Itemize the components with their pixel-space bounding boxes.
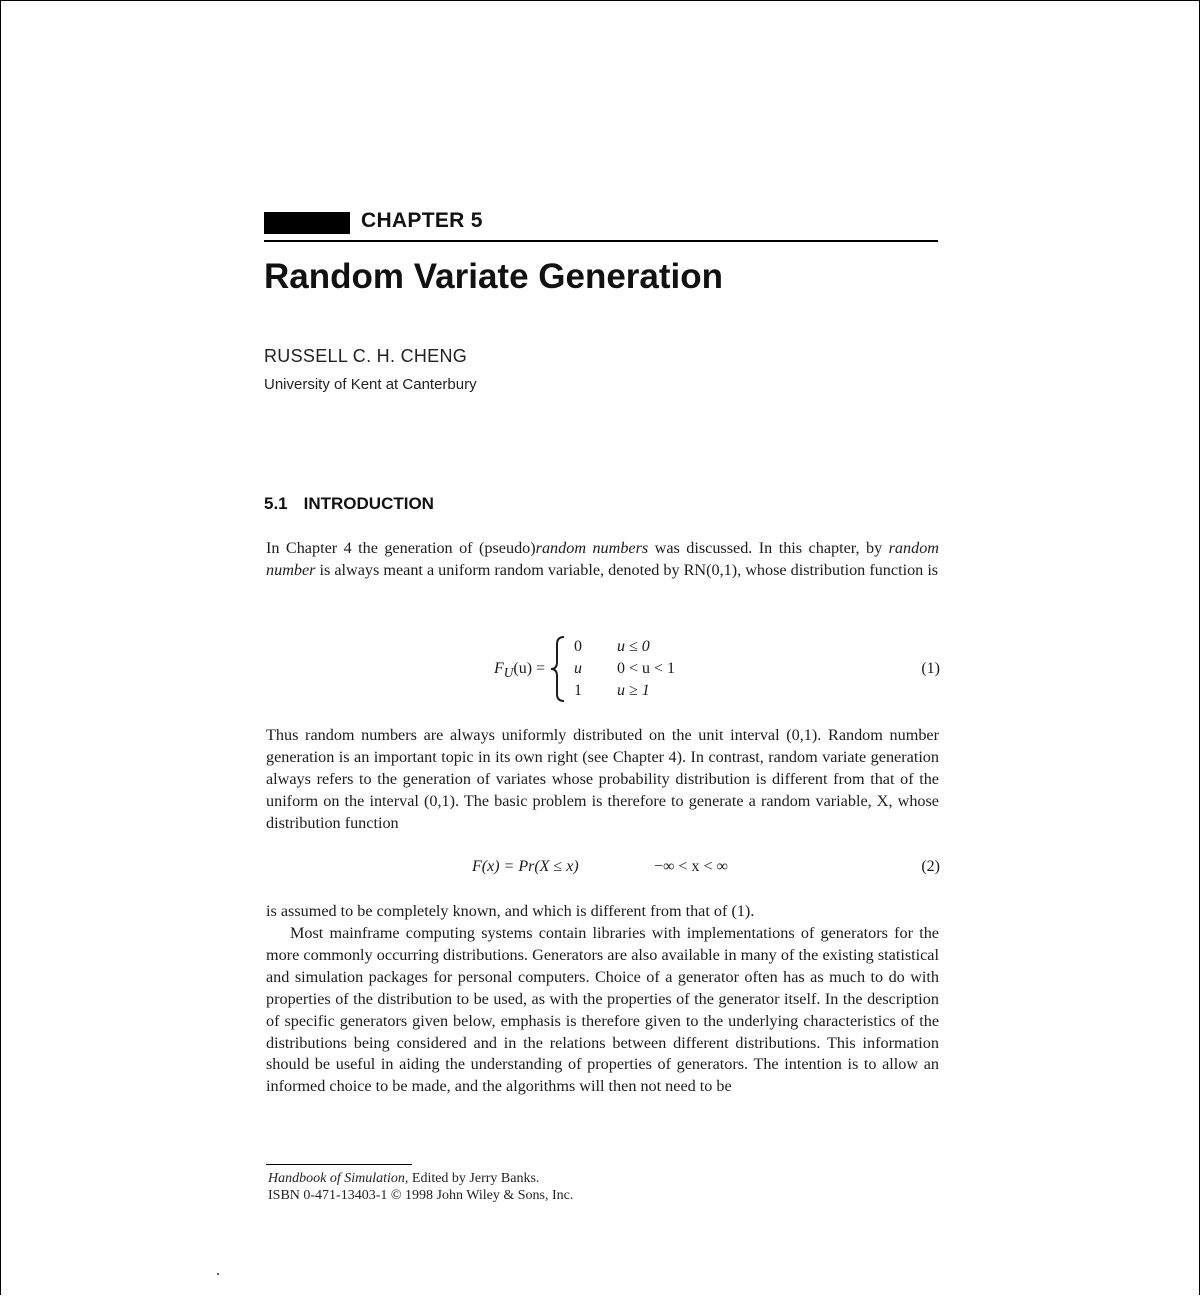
equation-2 bbox=[472, 856, 940, 880]
paragraph-intro bbox=[266, 538, 939, 582]
author-affiliation: University of Kent at Canterbury bbox=[264, 376, 477, 393]
footnote-rule bbox=[266, 1164, 412, 1165]
equation-1 bbox=[494, 634, 940, 704]
section-title: INTRODUCTION bbox=[303, 494, 434, 513]
footnote-book bbox=[268, 1170, 539, 1188]
eq2-domain: −∞ < x < ∞ bbox=[654, 858, 728, 875]
p1-emph-random-number: random number bbox=[266, 539, 939, 579]
p1-emph-random-numbers: random numbers bbox=[535, 539, 649, 557]
p1-text-c: was discussed. In this chapter, by bbox=[648, 539, 889, 557]
left-brace-icon bbox=[549, 634, 567, 704]
paragraph-body: Most mainframe computing systems contain libraries with implementations of generators for the more commonly occurring distributions. Generators are also available in many of the existing statistical and simulation packages for personal computers. Choice of a generator often has as much to do with properties of the distribution to be used, as with the properties of the generator itself. In the description of specific generators given below, emphasis is therefore given to the underlying characteristics of the distributions being considered and in the relations between different distributions. This information should be useful in aiding the understanding of properties of generators. The intention is to allow an informed choice to be made, and the algorithms will then not need to be bbox=[266, 924, 939, 1096]
eq1-case-condition: 0 < u < 1 bbox=[617, 660, 676, 677]
eq2-expression: F(x) = Pr(X ≤ x) bbox=[472, 858, 579, 875]
author-name: RUSSELL C. H. CHENG bbox=[264, 346, 468, 366]
eq1-lhs bbox=[494, 658, 545, 684]
chapter-label: CHAPTER 5 bbox=[361, 209, 483, 232]
equation-number: (2) bbox=[921, 858, 940, 875]
chapter-header bbox=[264, 207, 938, 241]
scan-speck bbox=[217, 1273, 219, 1275]
paragraph-body: is assumed to be completely known, and which is different from that of (1). bbox=[266, 902, 755, 920]
section-heading bbox=[264, 493, 434, 515]
chapter-rule bbox=[264, 240, 938, 242]
p1-text-e: is always meant a uniform random variable, denoted by RN(0,1), whose distribution function is bbox=[315, 560, 939, 579]
chapter-title: Random Variate Generation bbox=[264, 257, 724, 296]
p1-text-a: In Chapter 4 the generation of (pseudo) bbox=[266, 539, 536, 557]
eq1-case-condition: u ≤ 0 bbox=[617, 638, 650, 655]
eq1-lhs-arg: (u) = bbox=[513, 660, 546, 677]
paragraph-body: Thus random numbers are always uniformly distributed on the unit interval (0,1). Random number generation is an important topic in its own right (see Chapter 4). In contrast, random variate generation always refers to the generation of variates whose probability distribution is different from that of the uniform on the interval (0,1). The basic problem is therefore to generate a random variable, X, whose distribution function bbox=[266, 726, 939, 832]
eq1-lhs-f: F bbox=[494, 660, 504, 677]
eq1-case-value: 1 bbox=[574, 682, 582, 699]
footnote-isbn: ISBN 0-471-13403-1 © 1998 John Wiley & Sons, Inc. bbox=[268, 1188, 574, 1203]
eq1-case-value: u bbox=[574, 660, 582, 677]
eq1-case-value: 0 bbox=[574, 638, 582, 655]
footnote-book-title: Handbook of Simulation, bbox=[268, 1171, 409, 1186]
eq1-lhs-sub: U bbox=[503, 665, 514, 681]
footnote-editor: Edited by Jerry Banks. bbox=[408, 1171, 540, 1186]
chapter-marker-bar bbox=[264, 212, 350, 234]
section-number: 5.1 bbox=[264, 494, 288, 513]
equation-number: (1) bbox=[921, 660, 940, 677]
eq1-case-condition: u ≥ 1 bbox=[617, 682, 650, 699]
